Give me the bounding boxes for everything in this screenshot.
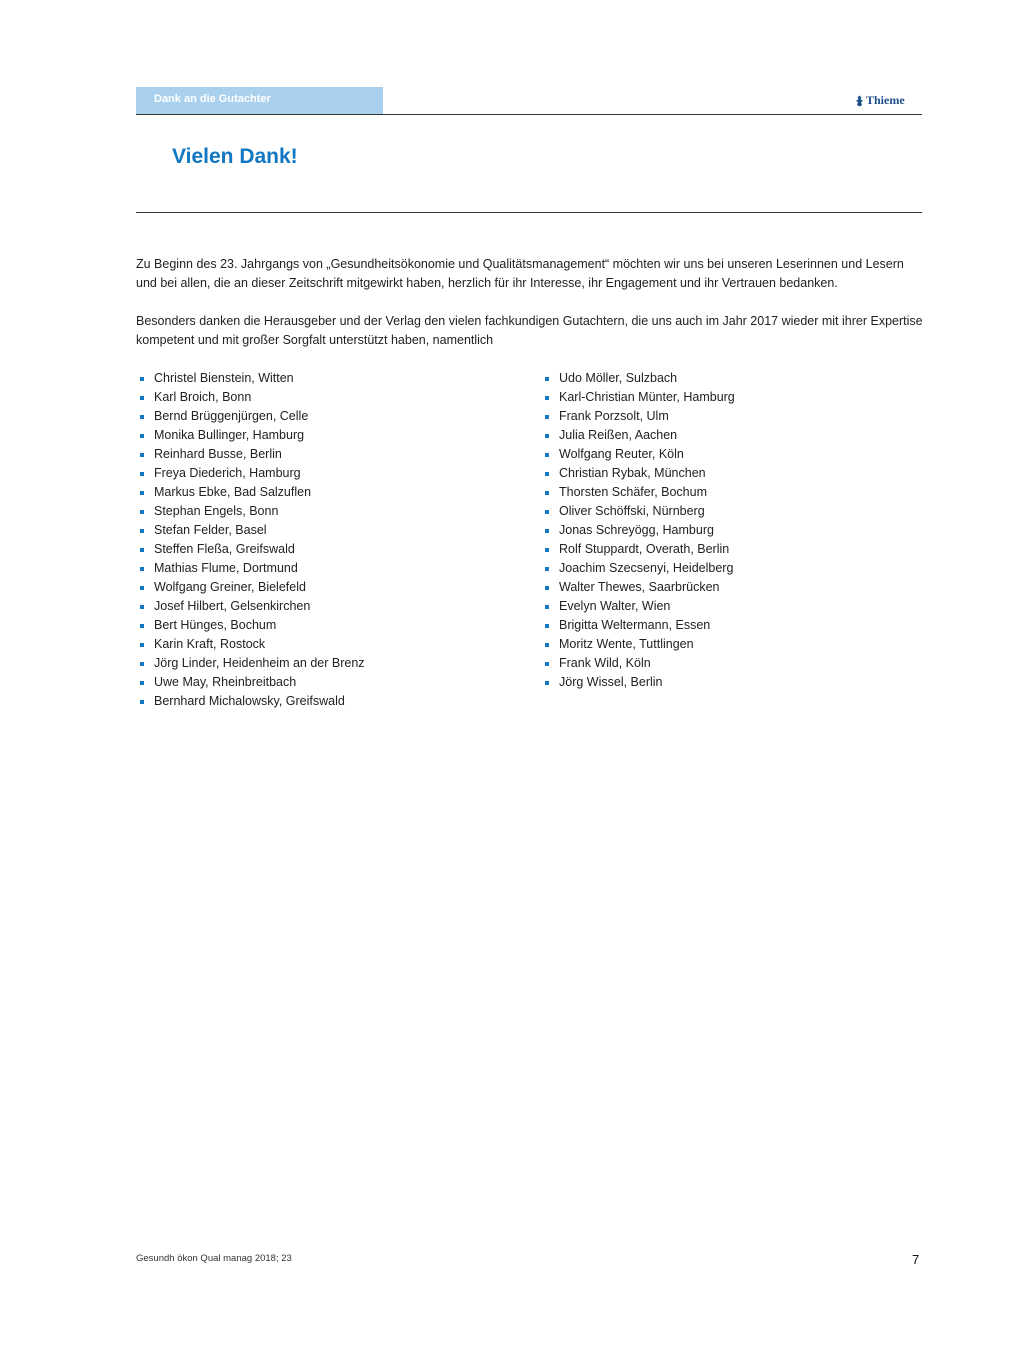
reviewer-item (136, 369, 516, 388)
bullet-icon (545, 605, 549, 609)
reviewer-item (541, 445, 921, 464)
reviewer-name: Stephan Engels, Bonn (154, 504, 279, 518)
publisher-name: Thieme (866, 93, 905, 107)
page-number: 7 (912, 1252, 920, 1267)
reviewer-item (136, 673, 516, 692)
publisher-logo (855, 93, 905, 108)
reviewer-item (136, 692, 516, 711)
reviewer-item (136, 578, 516, 597)
reviewer-name: Walter Thewes, Saarbrücken (559, 580, 720, 594)
reviewer-name: Stefan Felder, Basel (154, 523, 267, 537)
thanks-paragraph: Besonders danken die Herausgeber und der Verlag den vielen fachkundigen Gutachtern, die uns auch im Jahr 2017 wieder mit ihrer Expertise kompetent und mit großer Sorgfalt unterstützt haben, namentlich (136, 314, 923, 347)
reviewer-name: Mathias Flume, Dortmund (154, 561, 298, 575)
bullet-icon (140, 396, 144, 400)
bullet-icon (140, 605, 144, 609)
reviewer-name: Karin Kraft, Rostock (154, 637, 266, 651)
bullet-icon (140, 377, 144, 381)
reviewer-name: Brigitta Weltermann, Essen (559, 618, 711, 632)
reviewer-item (136, 426, 516, 445)
reviewer-name: Udo Möller, Sulzbach (559, 371, 678, 385)
reviewer-name: Jörg Wissel, Berlin (559, 675, 663, 689)
reviewer-item (136, 616, 516, 635)
reviewer-name: Freya Diederich, Hamburg (154, 466, 301, 480)
page-title: Vielen Dank! (172, 145, 298, 168)
journal-citation: Gesundh ökon Qual manag 2018; 23 (136, 1253, 292, 1264)
reviewer-item (541, 502, 921, 521)
reviewer-name: Christel Bienstein, Witten (154, 371, 294, 385)
bullet-icon (545, 662, 549, 666)
reviewer-name: Karl-Christian Münter, Hamburg (559, 390, 735, 404)
bullet-icon (545, 472, 549, 476)
bullet-icon (545, 491, 549, 495)
reviewer-item (136, 654, 516, 673)
reviewer-item (136, 483, 516, 502)
bullet-icon (140, 529, 144, 533)
bullet-icon (140, 700, 144, 704)
bullet-icon (545, 548, 549, 552)
reviewer-name: Jonas Schreyögg, Hamburg (559, 523, 714, 537)
reviewer-item (136, 521, 516, 540)
title-divider (136, 212, 922, 213)
bullet-icon (140, 510, 144, 514)
reviewer-item (541, 407, 921, 426)
reviewer-item (136, 597, 516, 616)
reviewer-name: Moritz Wente, Tuttlingen (559, 637, 694, 651)
reviewer-item (136, 540, 516, 559)
reviewer-list-left (136, 369, 516, 711)
reviewer-name: Thorsten Schäfer, Bochum (559, 485, 707, 499)
bullet-icon (545, 586, 549, 590)
reviewer-name: Steffen Fleßa, Greifswald (154, 542, 295, 556)
bullet-icon (545, 681, 549, 685)
bullet-icon (140, 434, 144, 438)
bullet-icon (140, 624, 144, 628)
reviewer-item (541, 540, 921, 559)
reviewer-item (541, 635, 921, 654)
reviewer-name: Frank Wild, Köln (559, 656, 651, 670)
reviewer-item (136, 502, 516, 521)
reviewer-name: Bernhard Michalowsky, Greifswald (154, 694, 345, 708)
bullet-icon (140, 567, 144, 571)
header-divider (136, 114, 922, 115)
reviewer-item (541, 388, 921, 407)
reviewer-name: Josef Hilbert, Gelsenkirchen (154, 599, 311, 613)
reviewer-item (136, 559, 516, 578)
reviewer-name: Bert Hünges, Bochum (154, 618, 277, 632)
reviewer-item (136, 388, 516, 407)
bullet-icon (140, 586, 144, 590)
reviewer-name: Frank Porzsolt, Ulm (559, 409, 669, 423)
bullet-icon (545, 453, 549, 457)
bullet-icon (545, 415, 549, 419)
bullet-icon (545, 624, 549, 628)
reviewer-name: Wolfgang Greiner, Bielefeld (154, 580, 306, 594)
reviewer-name: Markus Ebke, Bad Salzuflen (154, 485, 312, 499)
reviewer-name: Joachim Szecsenyi, Heidelberg (559, 561, 734, 575)
bullet-icon (140, 472, 144, 476)
reviewer-name: Reinhard Busse, Berlin (154, 447, 282, 461)
reviewer-name: Oliver Schöffski, Nürnberg (559, 504, 705, 518)
bullet-icon (545, 434, 549, 438)
reviewer-item (541, 559, 921, 578)
bullet-icon (140, 681, 144, 685)
bullet-icon (545, 510, 549, 514)
reviewer-item (541, 521, 921, 540)
bullet-icon (140, 548, 144, 552)
thieme-logo-icon (855, 95, 864, 107)
reviewer-name: Wolfgang Reuter, Köln (559, 447, 684, 461)
reviewer-item (541, 654, 921, 673)
bullet-icon (140, 415, 144, 419)
reviewer-name: Evelyn Walter, Wien (559, 599, 671, 613)
reviewer-item (541, 426, 921, 445)
reviewer-item (541, 673, 921, 692)
bullet-icon (545, 377, 549, 381)
bullet-icon (545, 396, 549, 400)
bullet-icon (545, 643, 549, 647)
bullet-icon (140, 662, 144, 666)
reviewer-list-right (541, 369, 921, 692)
bullet-icon (545, 567, 549, 571)
reviewer-name: Jörg Linder, Heidenheim an der Brenz (154, 656, 365, 670)
bullet-icon (545, 529, 549, 533)
bullet-icon (140, 643, 144, 647)
reviewer-item (541, 578, 921, 597)
reviewer-name: Bernd Brüggenjürgen, Celle (154, 409, 309, 423)
section-label: Dank an die Gutachter (136, 87, 383, 114)
bullet-icon (140, 491, 144, 495)
reviewer-item (541, 483, 921, 502)
reviewer-name: Karl Broich, Bonn (154, 390, 252, 404)
intro-paragraph: Zu Beginn des 23. Jahrgangs von „Gesundheitsökonomie und Qualitätsmanagement“ möchten wir uns bei unseren Leserinnen und Lesern und bei allen, die an dieser Zeitschrift mitgewirkt haben, herzlich für ihr Interesse, ihr Engagement und ihr Vertrauen bedanken. (136, 257, 904, 290)
reviewer-name: Christian Rybak, München (559, 466, 706, 480)
reviewer-name: Uwe May, Rheinbreitbach (154, 675, 297, 689)
reviewer-item (136, 407, 516, 426)
reviewer-item (136, 464, 516, 483)
reviewer-item (541, 464, 921, 483)
bullet-icon (140, 453, 144, 457)
reviewer-name: Monika Bullinger, Hamburg (154, 428, 305, 442)
reviewer-name: Julia Reißen, Aachen (559, 428, 678, 442)
reviewer-name: Rolf Stuppardt, Overath, Berlin (559, 542, 730, 556)
reviewer-item (541, 597, 921, 616)
reviewer-item (541, 369, 921, 388)
reviewer-item (136, 635, 516, 654)
reviewer-item (136, 445, 516, 464)
reviewer-item (541, 616, 921, 635)
